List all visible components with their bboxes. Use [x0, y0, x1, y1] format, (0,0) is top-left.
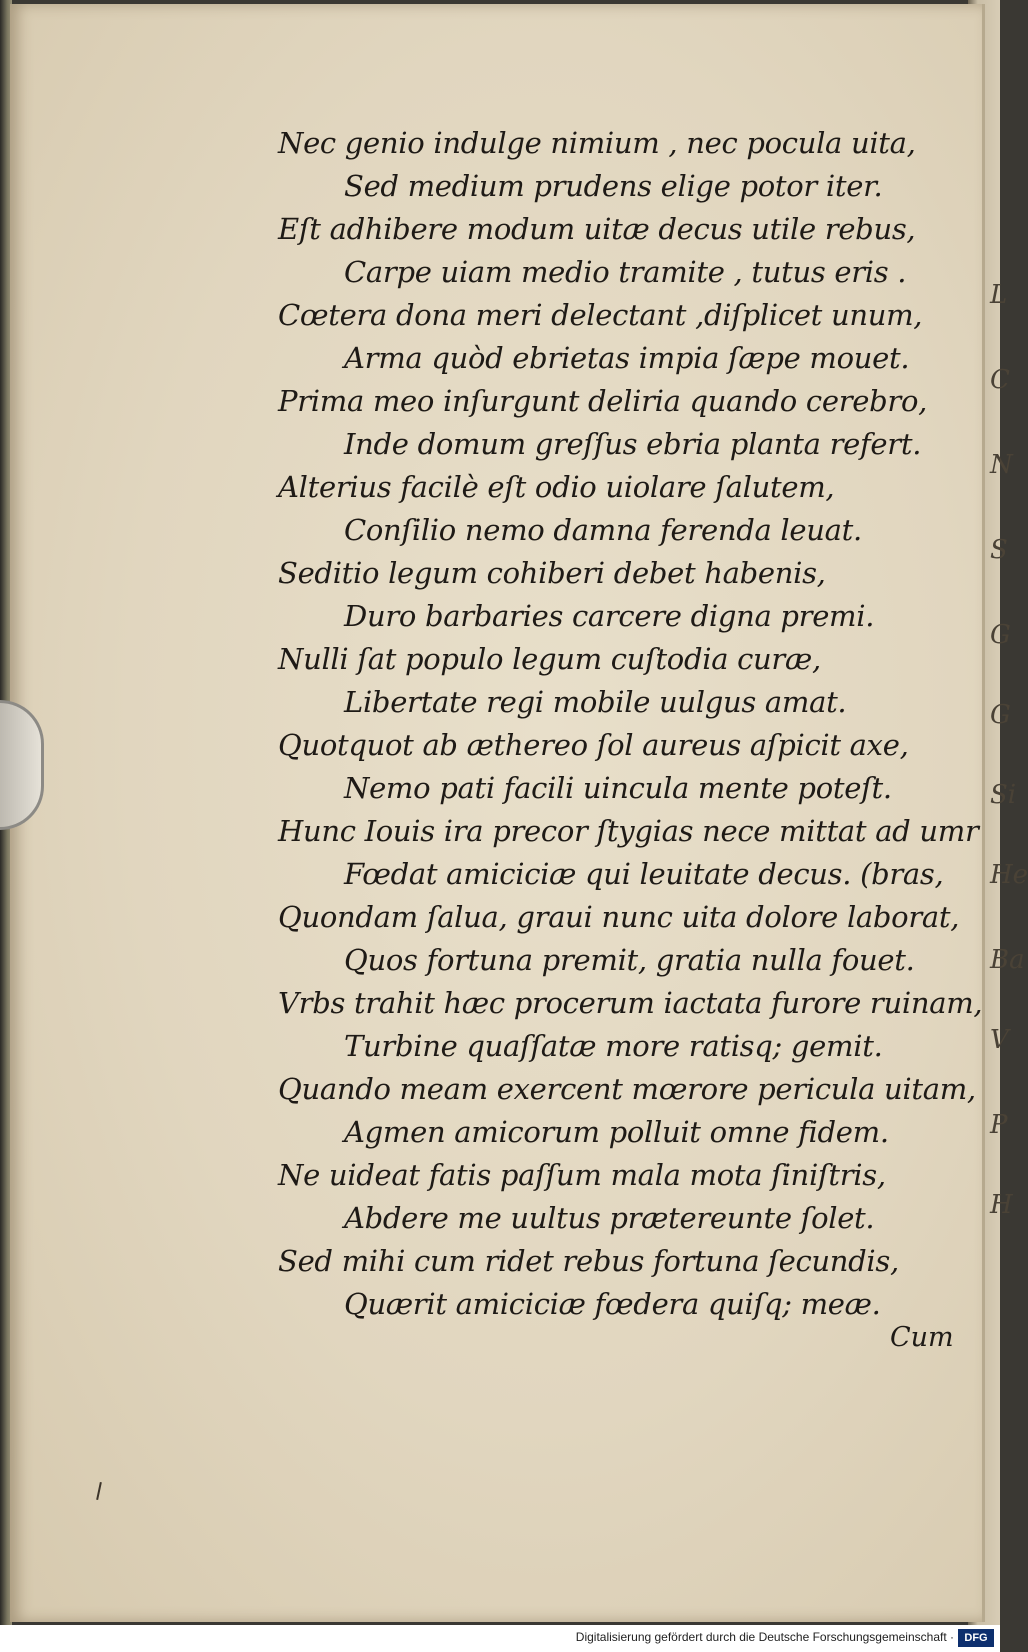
adjacent-page-fragment: N [990, 450, 1013, 480]
verse-line: Sed mihi cum ridet rebus fortuna ſecundis, [278, 1244, 899, 1278]
digitization-footer [0, 1625, 1000, 1652]
verse-line: Arma quòd ebrietas impia ſæpe mouet. [344, 341, 910, 375]
verse-line: Cœtera dona meri delectant ,diſplicet unum, [278, 298, 923, 332]
adjacent-page-fragment: S [990, 535, 1008, 565]
adjacent-page-fragment: Ba [990, 945, 1025, 975]
verse-line: Inde domum greſſus ebria planta refert. [344, 427, 922, 461]
adjacent-page-fragment: L [990, 280, 1008, 310]
verse-line: Fœdat amiciciæ qui leuitate decus. (bras, [344, 857, 944, 891]
adjacent-page-fragment: G [990, 700, 1011, 730]
verse-line: Seditio legum cohiberi debet habenis, [278, 556, 826, 590]
verse-line: Sed medium prudens elige potor iter. [344, 169, 883, 203]
verse-line: Quærit amiciciæ fœdera quiſq; meæ. [344, 1287, 881, 1321]
adjacent-page-fragment: He [990, 860, 1028, 890]
verse-line: Eſt adhibere modum uitæ decus utile rebus, [278, 212, 916, 246]
verse-line: Vrbs trahit hæc procerum iactata furore ruinam, [278, 986, 983, 1020]
adjacent-page-fragment: H [990, 1190, 1013, 1220]
verse-line: Libertate regi mobile uulgus amat. [344, 685, 847, 719]
ink-mark [96, 1482, 102, 1500]
verse-line: Quondam ſalua, graui nunc uita dolore laborat, [278, 900, 960, 934]
adjacent-page-fragment: Si [990, 780, 1017, 810]
verse-line: Quos fortuna premit, gratia nulla fouet. [344, 943, 915, 977]
book-page [10, 4, 985, 1622]
catchword: Cum [890, 1322, 954, 1353]
verse-line: Nulli ſat populo legum cuſtodia curæ, [278, 642, 821, 676]
verse-line: Duro barbaries carcere digna premi. [344, 599, 875, 633]
funding-credit: Digitalisierung gefördert durch die Deutsche Forschungsgemeinschaft · [575, 1630, 954, 1644]
verse-line: Conſilio nemo damna ferenda leuat. [344, 513, 862, 547]
adjacent-page-fragment: P [990, 1110, 1008, 1140]
verse-line: Hunc Iouis ira precor ſtygias nece mittat ad umr [278, 814, 979, 848]
adjacent-page-fragment: C [990, 365, 1010, 395]
adjacent-page-fragment: G [990, 620, 1011, 650]
verse-line: Abdere me uultus prætereunte ſolet. [344, 1201, 875, 1235]
adjacent-page-fragment: V [990, 1025, 1009, 1055]
verse-line: Nec genio indulge nimium , nec pocula uita, [278, 126, 916, 160]
verse-line: Prima meo inſurgunt deliria quando cerebro, [278, 384, 928, 418]
dfg-logo: DFG [958, 1629, 994, 1647]
verse-line: Carpe uiam medio tramite , tutus eris . [344, 255, 907, 289]
verse-line: Alterius facilè eſt odio uiolare ſalutem, [278, 470, 835, 504]
verse-line: Quando meam exercent mœrore pericula uitam, [278, 1072, 976, 1106]
verse-line: Nemo pati facili uincula mente poteſt. [344, 771, 892, 805]
poem-text-block [278, 122, 983, 1326]
verse-line: Agmen amicorum polluit omne fidem. [344, 1115, 889, 1149]
verse-line: Turbine quaſſatæ more ratisq; gemit. [344, 1029, 883, 1063]
verse-line: Ne uideat fatis paſſum mala mota ſiniſtris, [278, 1158, 886, 1192]
verse-line: Quotquot ab æthereo ſol aureus aſpicit axe, [278, 728, 909, 762]
